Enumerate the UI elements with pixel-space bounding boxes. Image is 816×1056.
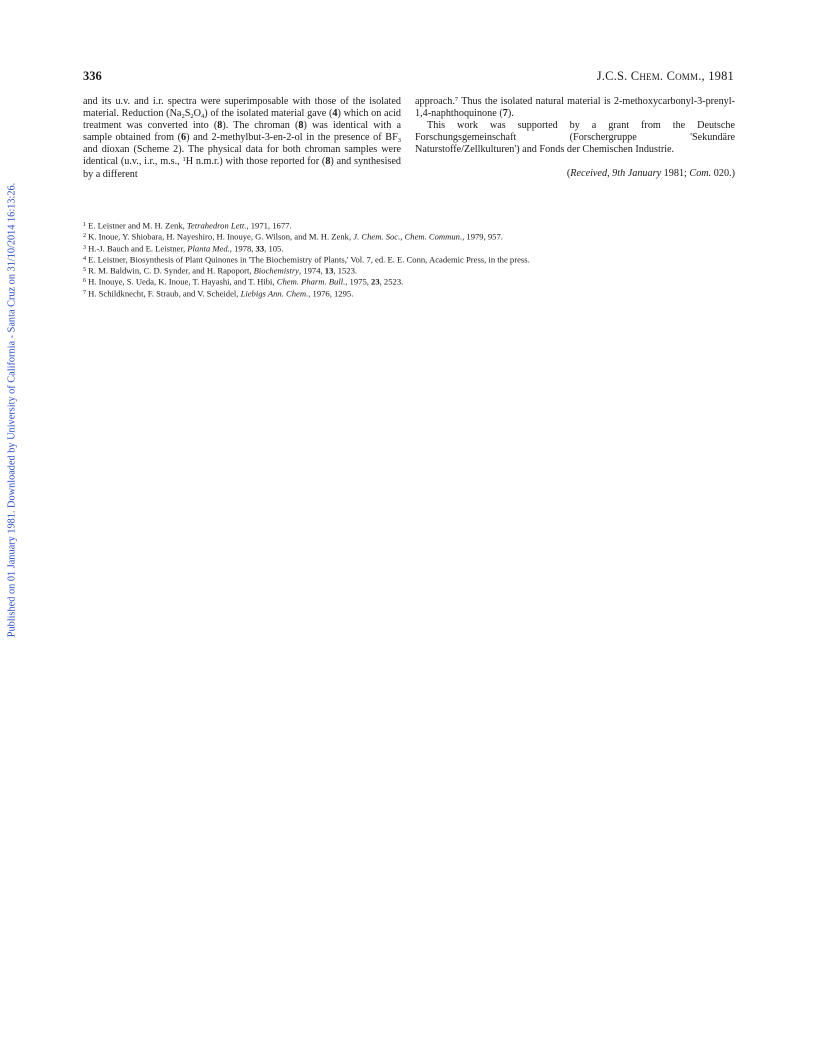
- reference-pages: 1677.: [272, 220, 292, 231]
- journal-header-prefix: J.C.S.: [596, 69, 631, 83]
- reference-number: 3: [83, 243, 87, 251]
- subscript: 2: [181, 113, 185, 121]
- reference-year: , 1976,: [308, 288, 334, 299]
- reference-pages: , 105.: [264, 243, 284, 254]
- reference-authors: K. Inoue, Y. Shiobara, H. Nayeshiro, H. Inouye, G. Wilson, and M. H. Zenk,: [88, 231, 354, 242]
- reference-journal: Chem. Pharm. Bull.: [276, 276, 346, 287]
- reference-number: 6: [83, 277, 87, 285]
- text-run: Thus the isolated natural material is 2-methoxycarbonyl-3-prenyl-1,4-naphthoquinone (: [415, 96, 735, 120]
- text-run: ) and 2-methylbut-3-en-2-ol in the presence of BF: [186, 132, 398, 144]
- text-run: ). The chroman (: [222, 120, 299, 132]
- compound-number: 4: [332, 108, 338, 120]
- text-run: (: [566, 168, 571, 180]
- reference-year: , 1974,: [299, 265, 325, 276]
- compound-number: 8: [325, 156, 331, 168]
- reference-authors: R. M. Baldwin, C. D. Synder, and H. Rapoport,: [88, 265, 254, 276]
- compound-number: 7: [502, 108, 508, 120]
- reference-journal: Planta Med.: [187, 243, 230, 254]
- text-run: ) and synthesised by a different: [83, 156, 402, 180]
- text-run: and its u.v. and i.r. spectra were superimposable with those of the isolated material. Reduction (Na: [83, 96, 401, 120]
- reference-volume: 23: [371, 276, 380, 287]
- right-column: [415, 96, 735, 181]
- subscript: 4: [200, 113, 205, 121]
- subscript: 3: [397, 137, 401, 145]
- text-run: and dioxan (Scheme 2). The physical data for both chroman samples were identical (u.v., i.r., m.s.,: [83, 144, 401, 168]
- download-watermark: [5, 165, 19, 655]
- reference-number: 1: [83, 221, 87, 228]
- page-number: 336: [83, 69, 102, 83]
- reference-year: , 1975,: [345, 276, 372, 287]
- reference-pages: , 2523.: [379, 276, 404, 287]
- reference-item: [83, 243, 743, 254]
- reference-list: [83, 220, 743, 299]
- reference-number: 4: [83, 254, 87, 262]
- reference-item: [83, 276, 743, 287]
- text-run: ) of the isolated material gave (: [204, 108, 333, 120]
- subscript: 2: [190, 113, 194, 121]
- reference-year: , 1979,: [462, 231, 488, 242]
- text-run: 020.): [711, 168, 735, 180]
- acknowledgement: This work was supported by a grant from the Deutsche Forschungsgemeinschaft (Forschergruppe 'Sekundäre Naturstoffe/Zellkulturen') and Fonds der Chemischen Industrie.: [415, 120, 735, 156]
- reference-item: [83, 231, 743, 242]
- reference-volume: 33: [255, 243, 265, 254]
- left-column-paragraph: [83, 96, 401, 181]
- reference-item: [83, 288, 743, 299]
- download-watermark-text: Published on 01 January 1981. Downloaded by University of California - Santa Cruz on 31/10/2014 16:13:26.: [6, 182, 18, 638]
- reference-pages: , 1523.: [333, 265, 358, 276]
- reference-authors: E. Leistner, Biosynthesis of Plant Quinones in 'The Biochemistry of Plants,' Vol. 7, ed. E. E. Conn, Academic Press, in the press.: [88, 254, 530, 265]
- right-column-paragraph: [415, 96, 735, 120]
- journal-header-title: Chem. Comm.: [630, 69, 702, 83]
- text-run: ) which on acid treatment was converted into (: [83, 108, 401, 132]
- received-label: Received: [570, 168, 608, 180]
- reference-item: [83, 220, 743, 231]
- reference-journal: J. Chem. Soc., Chem. Commun.: [353, 231, 463, 242]
- received-date-line: [415, 168, 735, 180]
- left-column: [83, 96, 401, 181]
- text-run: 1981;: [661, 168, 690, 180]
- reference-item: [83, 254, 743, 265]
- communication-label: Com.: [689, 168, 712, 180]
- reference-authors: H.-J. Bauch and E. Leistner,: [88, 243, 188, 254]
- reference-year: , 1978,: [229, 243, 256, 254]
- compound-number: 6: [181, 132, 187, 144]
- reference-authors: E. Leistner and M. H. Zenk,: [88, 220, 187, 231]
- reference-pages: 957.: [487, 231, 503, 242]
- reference-journal: Tetrahedron Lett.: [186, 220, 247, 231]
- text-run: S: [184, 108, 191, 120]
- reference-number: 2: [83, 232, 87, 240]
- text-run: H n.m.r.) with those reported for (: [185, 156, 326, 168]
- journal-header-year: , 1981: [701, 69, 734, 83]
- reference-authors: H. Inouye, S. Ueda, K. Inoue, T. Hayashi, and T. Hibi,: [88, 276, 277, 287]
- reference-number: 5: [83, 266, 87, 274]
- text-run: ,: [607, 168, 613, 180]
- reference-authors: H. Schildknecht, F. Straub, and V. Scheidel,: [88, 288, 241, 299]
- reference-superscript: 7: [454, 96, 459, 103]
- reference-volume: 13: [324, 265, 334, 276]
- text-run: O: [193, 108, 201, 120]
- reference-item: [83, 265, 743, 276]
- superscript: 1: [182, 156, 186, 164]
- reference-number: 7: [83, 288, 87, 296]
- received-date: 9th January: [612, 168, 662, 180]
- reference-journal: Liebigs Ann. Chem.: [240, 288, 309, 299]
- text-run: approach.: [415, 96, 455, 107]
- text-run: ).: [507, 108, 514, 120]
- reference-year: , 1971,: [246, 220, 273, 231]
- compound-number: 8: [298, 120, 304, 132]
- compound-number: 8: [217, 120, 223, 132]
- reference-journal: Biochemistry: [253, 265, 300, 276]
- reference-pages: 1295.: [334, 288, 354, 299]
- text-run: ) was identical with a sample obtained from (: [83, 120, 401, 144]
- journal-header: [597, 69, 734, 84]
